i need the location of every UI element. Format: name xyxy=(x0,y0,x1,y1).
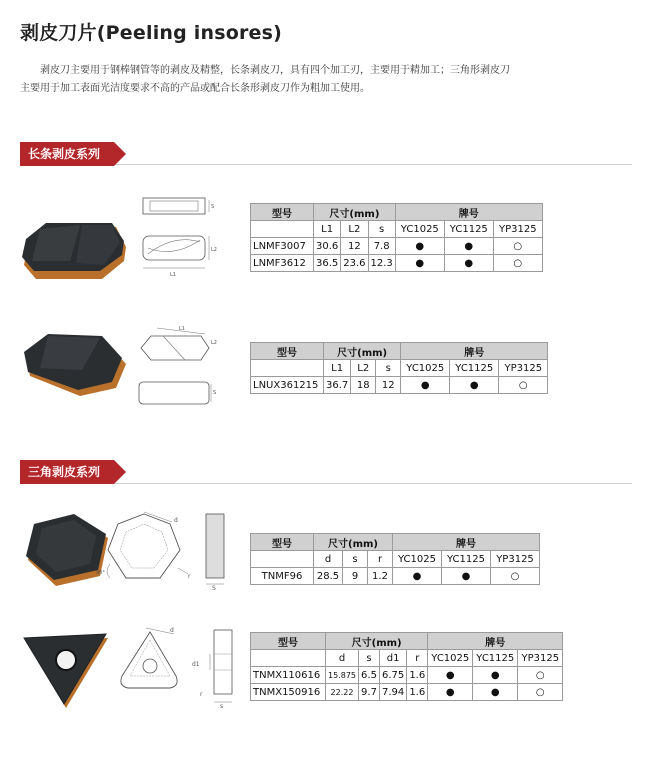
value-cell: 7.8 xyxy=(368,238,395,255)
value-cell: 30.6 xyxy=(314,238,341,255)
col-model: 型号 xyxy=(251,204,314,221)
drawing-label-d1: d1 xyxy=(192,661,200,668)
value-cell: 22.22 xyxy=(326,684,359,701)
spec-table-tnmf xyxy=(250,533,540,585)
dim-header: s xyxy=(343,551,368,568)
value-cell: 28.5 xyxy=(314,568,343,585)
grade-mark: ● xyxy=(395,238,444,255)
drawing-lnux xyxy=(135,326,215,410)
model-cell: TNMF96 xyxy=(251,568,314,585)
drawing-lnmf xyxy=(138,196,220,280)
intro-text xyxy=(20,62,560,98)
dim-header: d xyxy=(326,650,359,667)
value-cell: 36.7 xyxy=(324,377,351,394)
grade-mark: ○ xyxy=(518,684,563,701)
value-cell: 12 xyxy=(376,377,401,394)
drawing-label-s: S xyxy=(212,585,216,592)
table-row xyxy=(251,238,543,255)
dim-header: L2 xyxy=(351,360,376,377)
grade-header: YP3125 xyxy=(491,551,540,568)
value-cell: 18 xyxy=(351,377,376,394)
drawing-label-d: d xyxy=(174,517,178,524)
col-size: 尺寸(mm) xyxy=(324,343,401,360)
grade-mark: ○ xyxy=(493,238,542,255)
grade-header: YC1125 xyxy=(450,360,499,377)
table-row xyxy=(251,568,540,585)
drawing-label-r: r xyxy=(188,573,191,580)
intro-line-1: 剥皮刀主要用于钢棒钢管等的剥皮及精整，长条剥皮刀，具有四个加工刃，主要用于精加工；三角形剥皮刀 xyxy=(40,65,510,76)
dim-header: s xyxy=(359,650,380,667)
value-cell: 12.3 xyxy=(368,255,395,272)
drawing-label-angle: 90° xyxy=(96,570,105,576)
grade-mark: ● xyxy=(401,377,450,394)
col-grade: 牌号 xyxy=(401,343,548,360)
value-cell: 9 xyxy=(343,568,368,585)
drawing-label-r: r xyxy=(200,691,203,698)
drawing-label-s: S xyxy=(211,204,215,210)
grade-mark: ● xyxy=(473,684,518,701)
dim-header: L1 xyxy=(324,360,351,377)
grade-header: YC1125 xyxy=(442,551,491,568)
grade-mark: ● xyxy=(428,667,473,684)
model-cell: LNMF3007 xyxy=(251,238,314,255)
table-row xyxy=(251,684,563,701)
drawing-label-l2: L2 xyxy=(211,247,217,253)
dim-header: r xyxy=(407,650,428,667)
drawing-tnmf xyxy=(96,508,236,592)
grade-mark: ○ xyxy=(493,255,542,272)
model-cell: TNMX150916 xyxy=(251,684,326,701)
grade-mark: ○ xyxy=(518,667,563,684)
col-size: 尺寸(mm) xyxy=(314,204,396,221)
empty-cell xyxy=(251,360,324,377)
grade-header: YC1025 xyxy=(393,551,442,568)
grade-mark: ● xyxy=(444,255,493,272)
grade-mark: ● xyxy=(395,255,444,272)
dim-header: d xyxy=(314,551,343,568)
drawing-label-s: s xyxy=(220,703,224,710)
spec-table-lnux xyxy=(250,342,548,394)
dim-header: s xyxy=(368,221,395,238)
value-cell: 15.875 xyxy=(326,667,359,684)
grade-mark: ● xyxy=(473,667,518,684)
grade-header: YP3125 xyxy=(499,360,548,377)
value-cell: 7.94 xyxy=(380,684,407,701)
grade-header: YP3125 xyxy=(518,650,563,667)
table-row xyxy=(251,377,548,394)
empty-cell xyxy=(251,551,314,568)
insert-photo-tnmx xyxy=(20,628,120,712)
col-model: 型号 xyxy=(251,633,326,650)
value-cell: 1.2 xyxy=(368,568,393,585)
empty-cell xyxy=(251,221,314,238)
value-cell: 1.6 xyxy=(407,684,428,701)
col-model: 型号 xyxy=(251,343,324,360)
grade-mark: ● xyxy=(450,377,499,394)
intro-line-2: 主要用于加工表面光洁度要求不高的产品或配合长条形剥皮刀作为粗加工使用。 xyxy=(20,83,370,94)
insert-photo-lnmf xyxy=(20,215,132,285)
grade-mark: ● xyxy=(442,568,491,585)
col-grade: 牌号 xyxy=(393,534,540,551)
table-row xyxy=(251,255,543,272)
col-model: 型号 xyxy=(251,534,314,551)
value-cell: 36.5 xyxy=(314,255,341,272)
drawing-label-l1: L1 xyxy=(170,272,176,278)
spec-table-tnmx xyxy=(250,632,563,701)
value-cell: 6.75 xyxy=(380,667,407,684)
value-cell: 6.5 xyxy=(359,667,380,684)
dim-header: s xyxy=(376,360,401,377)
grade-header: YC1025 xyxy=(428,650,473,667)
col-size: 尺寸(mm) xyxy=(326,633,428,650)
col-grade: 牌号 xyxy=(395,204,542,221)
grade-mark: ○ xyxy=(491,568,540,585)
grade-mark: ○ xyxy=(499,377,548,394)
grade-header: YC1125 xyxy=(473,650,518,667)
spec-table-lnmf xyxy=(250,203,543,272)
insert-photo-lnux xyxy=(20,330,132,400)
grade-header: YC1025 xyxy=(401,360,450,377)
table-row xyxy=(251,667,563,684)
value-cell: 1.6 xyxy=(407,667,428,684)
grade-header: YC1125 xyxy=(444,221,493,238)
dim-header: L1 xyxy=(314,221,341,238)
drawing-label-l1: L1 xyxy=(179,326,185,332)
drawing-label-d: d xyxy=(170,627,174,634)
value-cell: 9.7 xyxy=(359,684,380,701)
grade-header: YP3125 xyxy=(493,221,542,238)
drawing-label-s: S xyxy=(213,390,217,396)
grade-mark: ● xyxy=(444,238,493,255)
section-header-long-peeling: 长条剥皮系列 xyxy=(20,142,114,166)
drawing-label-l2: L2 xyxy=(211,340,217,346)
model-cell: LNMF3612 xyxy=(251,255,314,272)
section-header-triangle-peeling: 三角剥皮系列 xyxy=(20,460,114,484)
grade-header: YC1025 xyxy=(395,221,444,238)
col-size: 尺寸(mm) xyxy=(314,534,393,551)
empty-cell xyxy=(251,650,326,667)
col-grade: 牌号 xyxy=(428,633,563,650)
grade-mark: ● xyxy=(428,684,473,701)
model-cell: TNMX110616 xyxy=(251,667,326,684)
drawing-tnmx xyxy=(110,624,250,710)
dim-header: r xyxy=(368,551,393,568)
value-cell: 23.6 xyxy=(341,255,368,272)
value-cell: 12 xyxy=(341,238,368,255)
page-title: 剥皮刀片(Peeling insores) xyxy=(20,22,282,44)
dim-header: L2 xyxy=(341,221,368,238)
grade-mark: ● xyxy=(393,568,442,585)
model-cell: LNUX361215 xyxy=(251,377,324,394)
dim-header: d1 xyxy=(380,650,407,667)
